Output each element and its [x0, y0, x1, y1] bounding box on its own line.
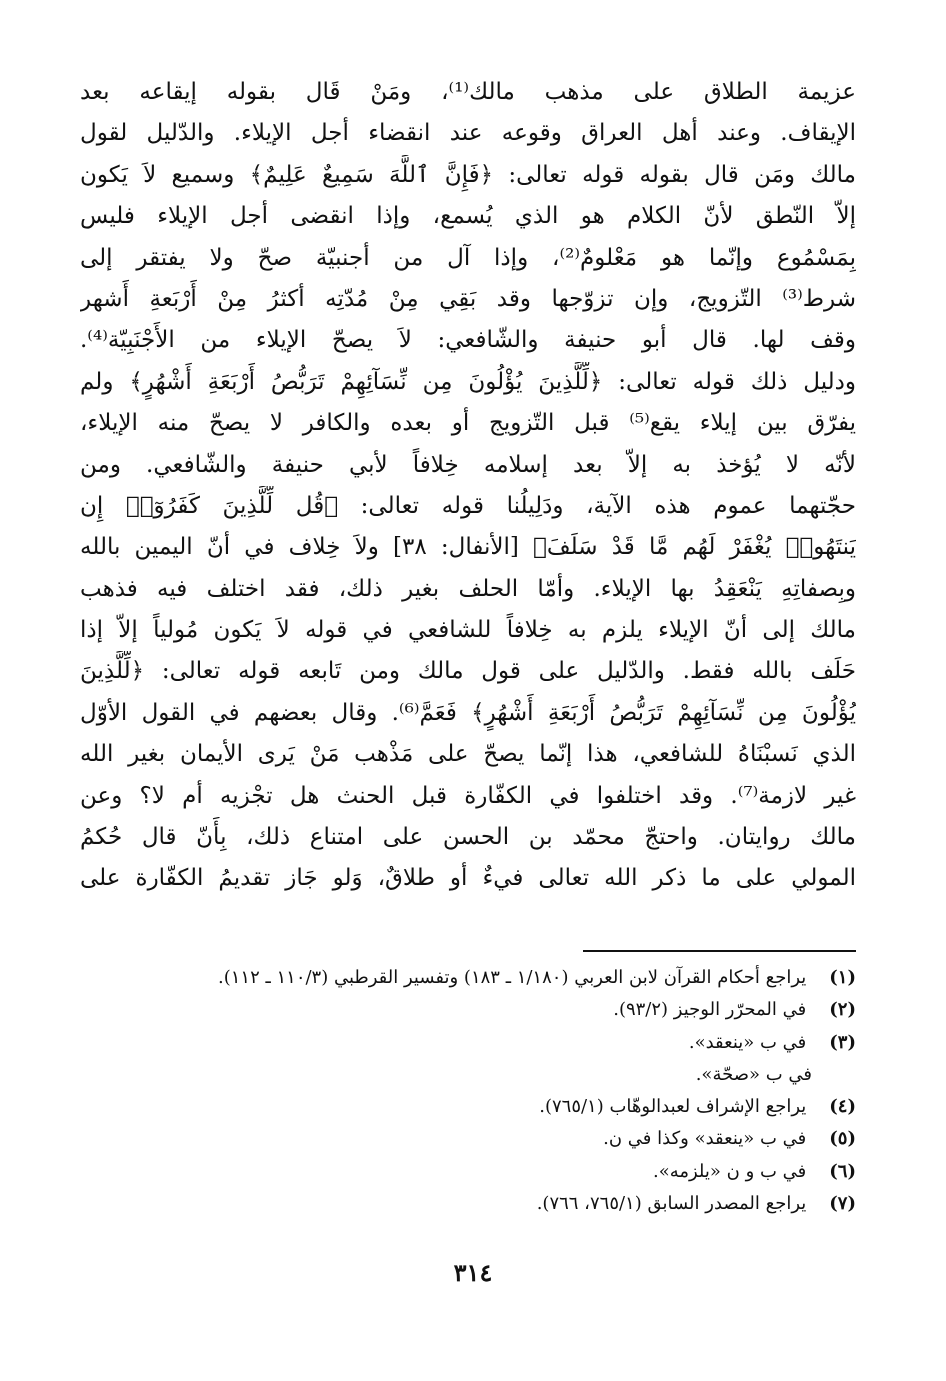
page-number: ٣١٤: [453, 1258, 493, 1287]
footnote-text: في ب «صحّة».: [695, 1063, 812, 1085]
text-line: الذي نَسبْنَاهُ للشافعي، هذا إنّما يصحّ على مَذْهب مَنْ يَرى الأيمان بغير الله: [80, 741, 856, 768]
text-line: حجّتهما عموم هذه الآية، ودَلِيلُنا قوله تعالى: ﴿قُل لِّلَّذِينَ كَفَرُوٓا۟ إِن: [80, 492, 856, 519]
footnotes: [80, 962, 856, 1220]
footnote-2: [80, 994, 856, 1026]
text-line: الإيقاف. وعند أهل العراق وقوعه عند انقضاء أجل الإيلاء. والدّليل لقول: [80, 120, 856, 147]
text-line: لأنّه لا يُؤخذ به إلاّ بعد إسلامه خِلافاً لأبي حنيفة والشّافعي. ومن: [80, 451, 856, 478]
footnote-4: [80, 1091, 856, 1123]
footnote-6: [80, 1156, 856, 1188]
text-line: ودليل ذلك قوله تعالى: ﴿لِّلَّذِينَ يُؤْلُونَ مِن نِّسَآئِهِمْ تَرَبُّصُ أَرْبَعَةِ أَشْهُرٍ﴾ ولم: [80, 368, 856, 395]
footnote-text: يراجع أحكام القرآن لابن العربي (١/١٨٠ ـ ١٨٣) وتفسير القرطبي (١١٠/٣ ـ ١١٢).: [218, 967, 807, 988]
text-line: عزيمة الطلاق على مذهب مالك⁽¹⁾، ومَنْ قَال بقوله إيقاعه بعد: [80, 79, 856, 105]
footnote-number: (٤): [829, 1096, 856, 1118]
footnote-text: يراجع المصدر السابق (٧٦٥/١، ٧٦٦).: [536, 1193, 807, 1215]
text-line: مالك ومَن قال بقوله قوله تعالى: ﴿فَإِنَّ ٱللَّهَ سَمِيعٌ عَلِيمٌ﴾ وسميع لاَ يَكون: [80, 161, 856, 188]
text-line: يَنتَهُوا۟ يُغْفَرْ لَهُم مَّا قَدْ سَلَفَ﴾ [الأنفال: ٣٨] ولاَ خِلاف في أنّ اليمين بالله: [80, 534, 856, 561]
text-line: شرط⁽³⁾ التّزويج، وإن تزوّجها وقد بَقِي مِنْ مُدّتِه أكثرُ مِنْ أَرْبَعةِ أَشهر: [80, 285, 856, 312]
footnote-3: [80, 1027, 856, 1059]
footnote-number: (١): [829, 967, 856, 988]
main-text: [80, 72, 856, 900]
text-line: مالك إلى أنّ الإيلاء يلزم به خِلافاً للشافعي في قوله لاَ يَكون مُولياً إلاّ إذا: [80, 617, 856, 644]
text-line: وبِصفاتِهِ يَنْعَقِدُ بها الإيلاء. وأمّا الحلف بغير ذلك، فقد اختلف فيه فذهب: [80, 575, 856, 602]
footnote-text: في ب و ن «يلزمه».: [652, 1160, 807, 1182]
footnote-5: [80, 1123, 856, 1155]
text-line: إلاّ النّطق لأنّ الكلام هو الذي يُسمع، وإذا انقضى أجل الإيلاء فليس: [80, 203, 856, 230]
footnote-text: في المحرّر الوجيز (٩٣/٢).: [613, 999, 807, 1021]
footnote-text: في ب «ينعقد».: [688, 1031, 807, 1053]
footnote-number: (٦): [829, 1160, 856, 1182]
footnote-number: (٢): [829, 999, 856, 1021]
text-line: يُؤْلُونَ مِن نِّسَآئِهِمْ تَرَبُّصُ أَرْبَعَةِ أَشْهُرٍ﴾ فَعَمَّ⁽⁶⁾. وقال بعضهم في القول الأوّل: [80, 699, 856, 726]
footnote-number: (٣): [829, 1031, 856, 1053]
text-line: بِمَسْمُوع وإنّما هو مَعْلومٌ⁽²⁾، وإذا آل من أجنبيّة صحّ ولا يفتقر إلى: [80, 244, 856, 271]
footnote-7: [80, 1188, 856, 1220]
footnote-3-continued: [80, 1059, 856, 1091]
text-line: حَلَف بالله فقط. والدّليل على قول مالك ومن تَابعه قوله تعالى: ﴿لِّلَّذِينَ: [80, 658, 856, 685]
footnote-number: (٧): [829, 1193, 856, 1215]
text-line: وقف لها. قال أبو حنيفة والشّافعي: لاَ يصحّ الإيلاء من الأَجْنَبِيّة⁽⁴⁾.: [80, 327, 856, 354]
text-line: المولي على ما ذكر الله تعالى فيءٌ أو طلاقٌ، وَلو جَاز تقديمُ الكفّارة على: [80, 865, 856, 892]
text-line: مالك روايتان. واحتجّ محمّد بن الحسن على امتناع ذلك، بِأَنّ قال حُكمُ: [80, 824, 856, 851]
footnote-text: في ب «ينعقد» وكذا في ن.: [603, 1128, 807, 1150]
footnote-divider: [583, 950, 856, 952]
text-line: غير لازمة⁽⁷⁾. وقد اختلفوا في الكفّارة قبل الحنث هل تجْزيه أم لا؟ وعن: [80, 782, 856, 809]
text-line: يفرّق بين إيلاء يقع⁽⁵⁾ قبل التّزويج أو بعده والكافر لا يصحّ منه الإيلاء،: [80, 410, 856, 437]
footnote-1: [80, 962, 856, 994]
footnote-text: يراجع الإشراف لعبدالوهّاب (٧٦٥/١).: [539, 1096, 807, 1118]
footnote-number: (٥): [829, 1128, 856, 1150]
